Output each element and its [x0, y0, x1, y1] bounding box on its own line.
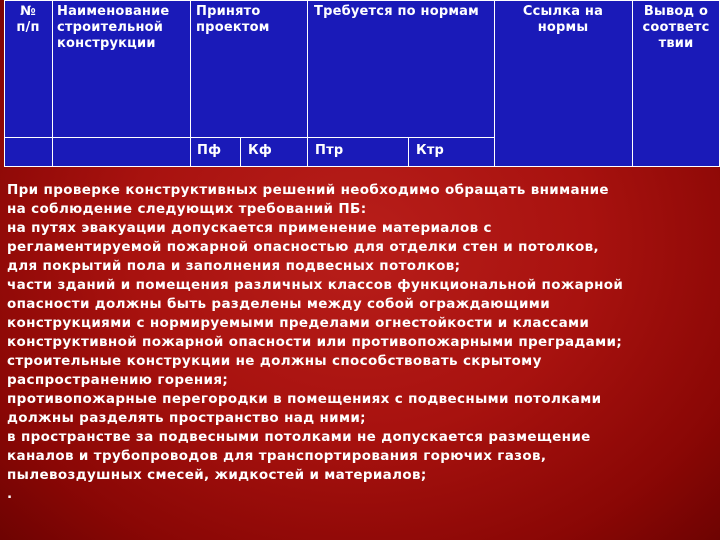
subheader-kf: Кф	[248, 143, 272, 158]
header-name	[57, 4, 189, 52]
text-line: для покрытий пола и заполнения подвесных потолков;	[7, 258, 461, 274]
text-line: в пространстве за подвесными потолками не допускается размещение	[7, 429, 591, 445]
header-accepted-line: Принято	[196, 4, 261, 19]
header-reference-line: нормы	[537, 20, 589, 35]
text-line: должны разделять пространство над ними;	[7, 410, 366, 426]
header-required: Требуется по нормам	[314, 4, 479, 19]
text-line: каналов и трубопроводов для транспортирования горючих газов,	[7, 448, 547, 464]
col-divider-4	[494, 0, 495, 167]
header-num-line1: №	[20, 4, 36, 19]
table-border-left	[4, 0, 5, 167]
header-reference-line: Ссылка на	[522, 4, 604, 19]
col-divider-pf-kf	[240, 137, 241, 167]
table-border-bottom	[4, 166, 494, 167]
text-line: .	[7, 486, 13, 502]
text-line: противопожарные перегородки в помещениях с подвесными потолками	[7, 391, 602, 407]
header-name-line: Наименование	[57, 4, 170, 19]
table-divider-subheader	[4, 137, 494, 138]
header-num-line2: п/п	[16, 20, 40, 35]
text-line: на путях эвакуации допускается применение материалов с	[7, 220, 492, 236]
header-accepted-line: проектом	[196, 20, 270, 35]
subheader-ptr: Птр	[315, 143, 344, 158]
col-divider-ptr-ktr	[408, 137, 409, 167]
table-border-top	[4, 0, 720, 1]
header-accepted	[196, 4, 306, 36]
header-reference	[496, 4, 630, 36]
requirements-table-right-lower	[494, 137, 720, 167]
text-line: пылевоздушных смесей, жидкостей и материалов;	[7, 467, 427, 483]
text-line: При проверке конструктивных решений необходимо обращать внимание	[7, 182, 609, 198]
text-line: части зданий и помещения различных классов функциональной пожарной	[7, 277, 624, 293]
text-line: на соблюдение следующих требований ПБ:	[7, 201, 367, 217]
subheader-ktr: Ктр	[416, 143, 445, 158]
requirements-text	[7, 181, 717, 504]
text-line: распространению горения;	[7, 372, 229, 388]
text-line: опасности должны быть разделены между собой ограждающими	[7, 296, 551, 312]
text-line: регламентируемой пожарной опасностью для отделки стен и потолков,	[7, 239, 599, 255]
header-name-line: строительной	[57, 20, 164, 35]
table-border-bottom-right	[494, 166, 720, 167]
text-line: конструкциями с нормируемыми пределами огнестойкости и классами	[7, 315, 590, 331]
header-conclusion	[634, 4, 718, 52]
header-num	[6, 4, 50, 36]
text-line: конструктивной пожарной опасности или противопожарными преградами;	[7, 334, 623, 350]
col-divider-3	[307, 0, 308, 167]
col-divider-1	[52, 0, 53, 167]
header-conclusion-line: твии	[658, 36, 694, 51]
col-divider-5	[632, 0, 633, 167]
header-conclusion-line: соответс	[642, 20, 710, 35]
col-divider-2	[190, 0, 191, 167]
subheader-pf: Пф	[197, 143, 222, 158]
header-name-line: конструкции	[57, 36, 156, 51]
header-conclusion-line: Вывод о	[643, 4, 709, 19]
text-line: строительные конструкции не должны способствовать скрытому	[7, 353, 542, 369]
